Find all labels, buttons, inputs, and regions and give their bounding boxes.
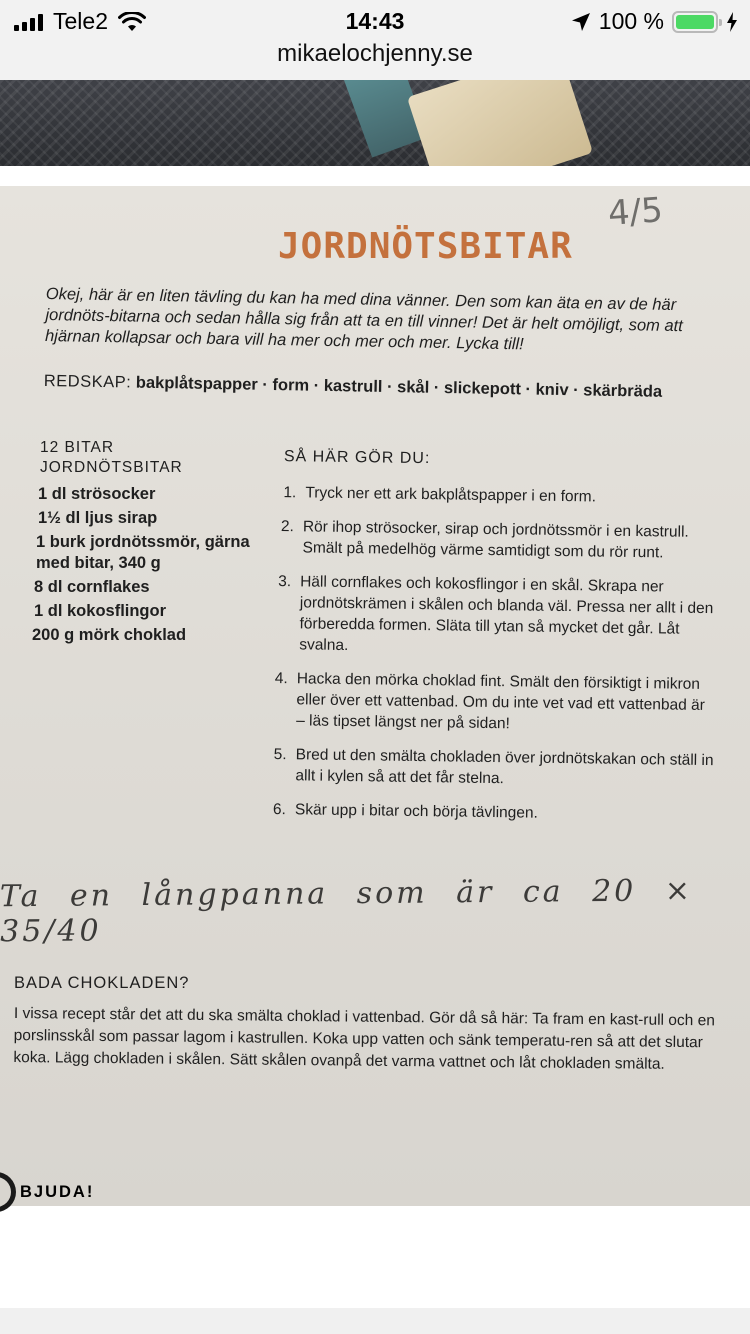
step-text: Häll cornflakes och kokosflingor i en skål. Skrapa ner jordnötskrämen i skålen och blanda väl. Pressa ner allt i den förberedda formen. Släta till ytan så mycket det går. Låt svalna. xyxy=(299,573,714,655)
step-item xyxy=(283,482,717,509)
ingredient-item: 200 g mörk choklad xyxy=(32,626,187,644)
charging-bolt-icon xyxy=(726,12,738,32)
step-number: 1. xyxy=(283,484,297,502)
ingredient-item: 8 dl cornflakes xyxy=(34,578,150,596)
footer-label: BJUDA! xyxy=(20,1182,95,1201)
recipe-photo xyxy=(0,186,750,1206)
bracket-mark-icon xyxy=(0,1172,16,1212)
browser-top-bar xyxy=(0,0,750,80)
step-number: 5. xyxy=(273,745,287,764)
recipe-title: JORDNÖTSBITAR xyxy=(278,226,573,267)
recipe-intro: Okej, här är en liten tävling du kan ha med dina vänner. Den som kan äta en av de här jordnöts-bitarna och sedan hålla sig från att ta en till vinner! Det är helt omöjligt, som att hjärnan kollapsar och bara vill ha mer och mer och mer. Lycka till! xyxy=(44,284,683,354)
url-bar[interactable]: mikaelochjenny.se xyxy=(277,40,473,67)
tools-label: REDSKAP: xyxy=(43,372,132,392)
yield-line-2: JORDNÖTSBITAR xyxy=(40,459,183,476)
status-bar xyxy=(0,0,750,40)
bottom-toolbar-edge xyxy=(0,1308,750,1334)
ingredient-item: 1 dl strösocker xyxy=(38,485,156,503)
status-right xyxy=(571,8,738,35)
tip-box xyxy=(13,974,724,1073)
tip-text: I vissa recept står det att du ska smälta choklad i vattenbad. Gör då så här: Ta fram en kast-rull och en porslinsskål som passar lagom i kastrullen. Koka upp vatten och sänk temperatu-ren så att det slutar koka. Lägg chokladen i skålen. Sätt skålen ovanpå det varma vattnet och låt chokladen smälta. xyxy=(13,1004,715,1073)
step-item xyxy=(277,571,716,661)
step-item xyxy=(274,668,715,737)
ingredient-item: 1½ dl ljus sirap xyxy=(38,509,158,527)
photo-cloth xyxy=(407,80,593,166)
status-time: 14:43 xyxy=(345,8,405,34)
step-text: Skär upp i bitar och börja tävlingen. xyxy=(294,801,539,822)
step-number: 3. xyxy=(278,573,292,591)
ingredient-list xyxy=(32,484,252,646)
location-arrow-icon xyxy=(571,12,591,32)
step-text: Bred ut den smälta chokladen över jordnötskakan och ställ in allt i kylen så att det får stelna. xyxy=(295,746,714,788)
step-text: Rör ihop strösocker, sirap och jordnötssmör i en kastrull. Smält på medelhög värme samtidigt som du rör runt. xyxy=(302,518,689,562)
tools-list: bakplåtspapper · form · kastrull · skål · slickepott · kniv · skärbräda xyxy=(135,373,663,401)
ingredient-item: 1 burk jordnötssmör, gärna med bitar, 340 g xyxy=(36,533,250,572)
footer-section xyxy=(0,1172,94,1212)
handwritten-note: Ta en långpanna som är ca 20 × 35/40 xyxy=(0,873,694,950)
tip-heading: BADA CHOKLADEN? xyxy=(14,974,190,992)
recipe-tools xyxy=(44,372,684,402)
battery-percent: 100 % xyxy=(598,8,664,34)
step-item xyxy=(273,799,713,826)
yield-line-1: 12 BITAR xyxy=(40,439,115,456)
step-item xyxy=(273,744,714,792)
ingredients-column xyxy=(32,438,252,649)
handwritten-page-number: 4/5 xyxy=(606,190,665,234)
step-number: 4. xyxy=(274,669,288,688)
step-list xyxy=(273,482,718,826)
step-number: 6. xyxy=(272,800,287,819)
photo-strip xyxy=(0,80,750,166)
steps-heading: SÅ HÄR GÖR DU: xyxy=(283,448,431,468)
ingredient-item: 1 dl kokosflingor xyxy=(34,602,167,620)
step-text: Hacka den mörka choklad fint. Smält den försiktigt i mikron eller över ett vattenbad. Om du inte vet vad ett vattenbad är – läs tipset längst ner på sidan! xyxy=(296,670,705,733)
step-text: Tryck ner ett ark bakplåtspapper i en form. xyxy=(305,484,597,506)
battery-icon xyxy=(672,11,718,33)
steps-column xyxy=(273,448,718,839)
step-number: 2. xyxy=(280,518,294,536)
step-item xyxy=(280,516,717,564)
carrier-name: Tele2 xyxy=(53,8,108,34)
